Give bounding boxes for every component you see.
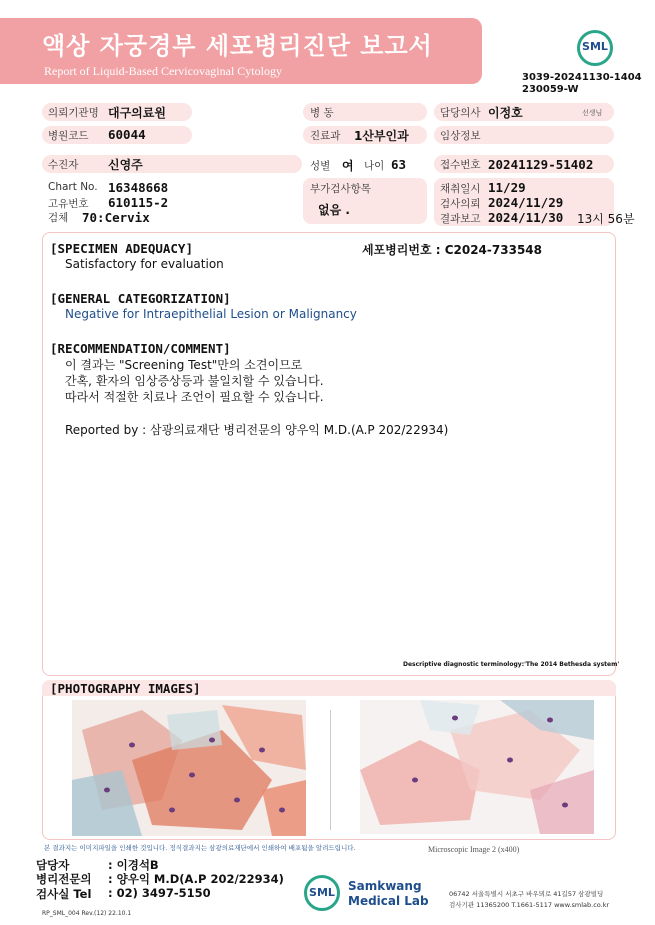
phone-label: 검사실 Tel [36, 887, 92, 901]
chart-no-label: Chart No. [48, 181, 98, 193]
report-subtitle: Report of Liquid-Based Cervicovaginal Cytology [44, 64, 282, 78]
cytology-number: 세포병리번호 : C2024-733548 [362, 243, 542, 257]
additional-tests-label: 부가검사항목 [310, 183, 371, 195]
photo-divider [330, 710, 331, 830]
manager-label: 담당자 [36, 858, 70, 872]
photo-heading: [PHOTOGRAPHY IMAGES] [50, 681, 201, 696]
adequacy-heading: [SPECIMEN ADEQUACY] [50, 241, 193, 256]
lab-name-line1: Samkwang [348, 879, 422, 893]
report-code-line2: 230059-W [522, 84, 579, 95]
request-date-value: 2024/11/29 [488, 195, 564, 210]
form-code: RP_SML_004 Rev.(12) 22.10.1 [42, 910, 132, 917]
result-time-value: 13시 56분 [577, 212, 635, 226]
report-title: 액상 자궁경부 세포병리진단 보고서 [42, 32, 433, 60]
specimen-value: 70:Cervix [82, 210, 150, 225]
ward-label: 병 동 [310, 107, 334, 119]
address-line2: 검사기관 11365200 T.1661-5117 www.smlab.co.kr [449, 901, 610, 909]
comment-heading: [RECOMMENDATION/COMMENT] [50, 341, 231, 356]
categorization-text: Negative for Intraepithelial Lesion or Malignancy [65, 307, 357, 321]
request-date-label: 검사의뢰 [440, 198, 481, 210]
report-code [522, 72, 642, 96]
additional-tests-value: 없음 . [318, 203, 350, 217]
microscopic-image-2 [360, 700, 594, 834]
address-line1: 06742 서울특별시 서초구 바우뫼로 41길57 삼광빌딩 [449, 890, 604, 898]
chart-no-value: 16348668 [108, 180, 169, 195]
doctor-suffix: 선생님 [582, 109, 603, 117]
doctor-value: 이정호 [488, 106, 523, 120]
microscopic-image-1 [72, 700, 306, 836]
adequacy-text: Satisfactory for evaluation [65, 257, 224, 271]
sex-label: 성별 [310, 160, 331, 172]
receipt-no-value: 20241129-51402 [488, 157, 594, 172]
patient-value: 신영주 [108, 158, 143, 172]
report-code-line1: 3039-20241130-1404 [522, 72, 642, 83]
pathologist-label: 병리전문의 [36, 872, 92, 886]
sml-logo-text: SML [582, 40, 608, 53]
doctor-label: 담당의사 [440, 107, 481, 119]
result-date-label: 결과보고 [440, 213, 481, 225]
manager-value: : 이경석B [108, 858, 159, 872]
reported-by: Reported by : 삼광의료재단 병리전문의 양우익 M.D.(A.P 202/22934) [65, 423, 449, 437]
age-label: 나이 [364, 160, 385, 172]
comment-line-3: 따라서 적절한 치료나 조언이 필요할 수 있습니다. [65, 390, 324, 404]
department-value: 1산부인과 [354, 129, 409, 143]
result-date-value: 2024/11/30 [488, 210, 564, 225]
age-value: 63 [391, 157, 407, 172]
patient-label: 수진자 [48, 159, 79, 171]
unique-no-label: 고유번호 [48, 198, 89, 210]
comment-line-1: 이 결과는 "Screening Test"만의 소견이므로 [65, 358, 303, 372]
department-label: 진료과 [310, 130, 341, 142]
sex-value: 여 [342, 159, 354, 173]
comment-line-2: 간혹, 환자의 임상증상등과 불일치할 수 있습니다. [65, 374, 324, 388]
terminology-note: Descriptive diagnostic terminology:'The 2014 Bethesda system' [403, 661, 620, 668]
collection-date-label: 채취일시 [440, 183, 481, 195]
categorization-heading: [GENERAL CATEGORIZATION] [50, 291, 231, 306]
pathologist-value: : 양우익 M.D(A.P 202/22934) [108, 872, 284, 886]
specimen-label: 검체 [48, 212, 69, 224]
patient-field [42, 155, 302, 173]
collection-date-value: 11/29 [488, 180, 526, 195]
lab-logo-text: SML [309, 886, 335, 899]
hospital-code-label: 병원코드 [48, 130, 89, 142]
phone-value: : 02) 3497-5150 [108, 886, 211, 900]
institution-label: 의뢰기관명 [48, 107, 99, 119]
lab-name-line2: Medical Lab [348, 894, 429, 908]
hospital-code-value: 60044 [108, 127, 146, 142]
image-2-caption: Microscopic Image 2 (x400) [428, 845, 520, 854]
clinical-info-label: 임상정보 [440, 130, 481, 142]
institution-value: 대구의료원 [108, 106, 166, 120]
receipt-no-label: 접수번호 [440, 159, 481, 171]
unique-no-value: 610115-2 [108, 195, 169, 210]
print-notice: 본 결과지는 이미지파일을 인쇄한 것입니다. 정식결과지는 삼광의료재단에서 인쇄하여 배포됨을 알려드립니다. [44, 844, 356, 852]
